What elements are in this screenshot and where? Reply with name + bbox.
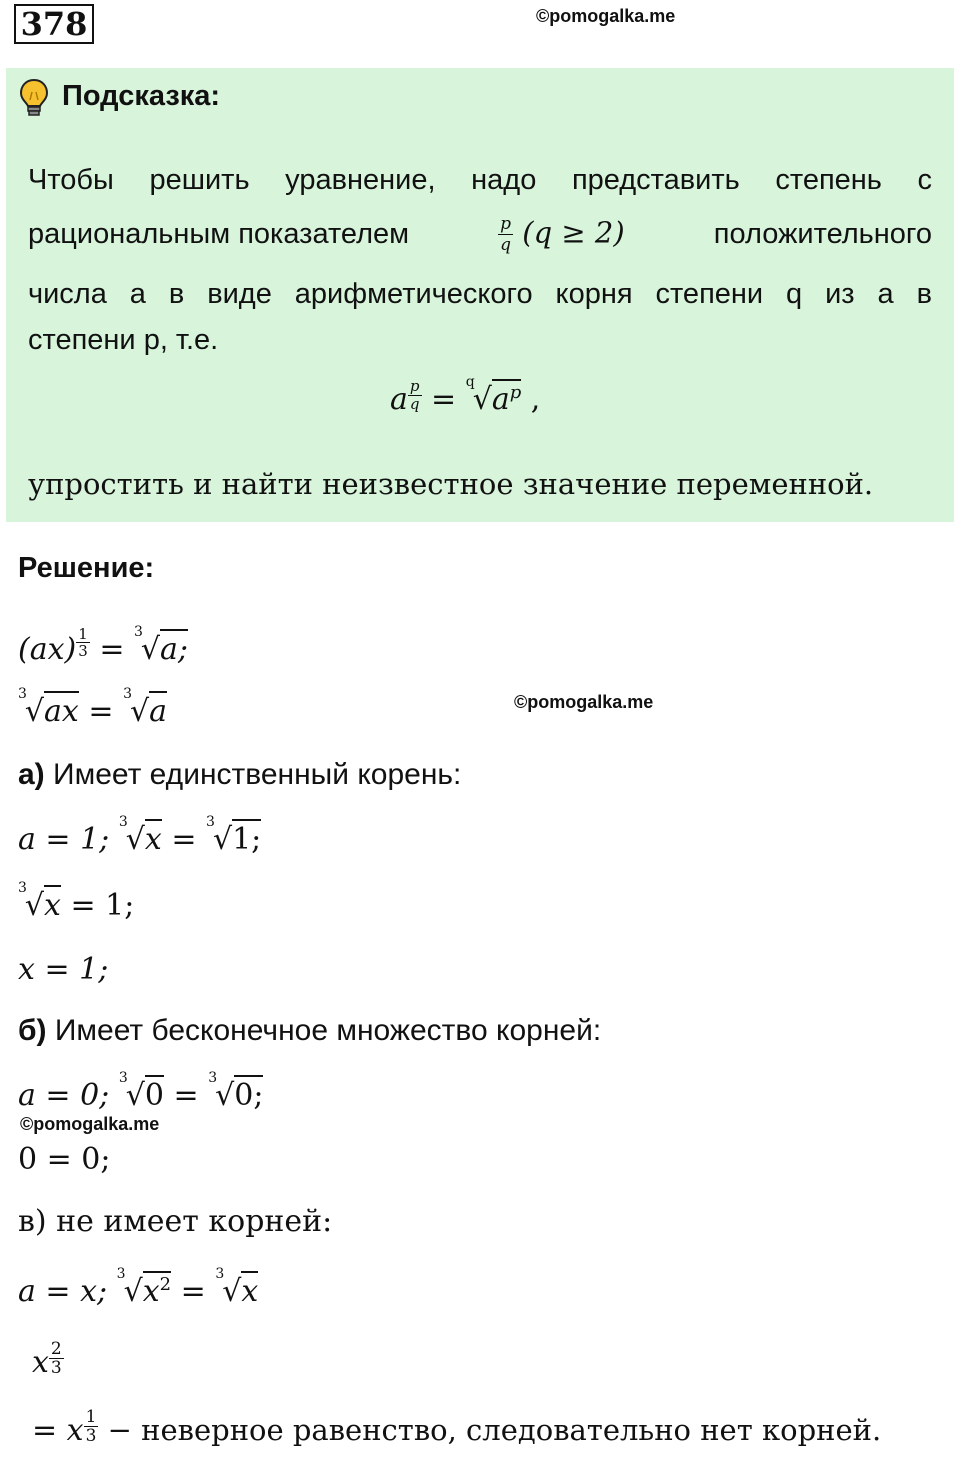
cond: (q ≥ 2) <box>522 215 625 249</box>
c-exp1-den: 3 <box>50 1358 62 1378</box>
b-eq1-index2: 3 <box>208 1070 218 1086</box>
hint-line-1: Чтобы решить уравнение, надо представить степень с <box>28 164 932 196</box>
hint-para-2: упростить и найти неизвестное значение переменной. <box>28 467 874 501</box>
part-a-label: а) <box>18 758 45 791</box>
eq-2: $^3$√ax = $^3$√a <box>18 686 168 729</box>
c-eq1-index1: 3 <box>116 1266 126 1282</box>
hint-line-3: числа a в виде арифметического корня степени q из a в <box>28 278 932 310</box>
task-number: 378 <box>14 4 94 44</box>
hint-line-2b: положительного <box>713 218 932 250</box>
eq2-right: a <box>149 691 167 729</box>
frac-num: p <box>500 213 512 234</box>
eq2-left: ax <box>44 691 79 729</box>
formula-radicand-exp: p <box>509 382 522 403</box>
hint-line-4: степени р, т.е. <box>28 324 219 356</box>
eq1-exp-den: 3 <box>78 642 88 660</box>
c-exp2-num: 1 <box>85 1407 97 1427</box>
formula-exp-den: q <box>409 395 420 413</box>
b-eq1-rad1: 0 <box>145 1075 164 1113</box>
c-eq1-rad1-exp: 2 <box>159 1274 172 1295</box>
formula-exp-num: p <box>409 377 420 395</box>
formula-radicand: a <box>491 382 510 417</box>
part-c-lhs <box>32 1340 64 1380</box>
a-eq2-tail: = 1; <box>60 888 135 923</box>
part-b-heading <box>18 1014 601 1048</box>
part-b-label: б) <box>18 1014 47 1047</box>
eq1-index: 3 <box>134 624 143 640</box>
eq1-exp-num: 1 <box>78 625 88 643</box>
eq1-radicand: a; <box>160 629 188 667</box>
hint-title: Подсказка: <box>62 80 221 112</box>
frac-den: q <box>500 234 512 255</box>
part-a-eq-1: a = 1; $^3$√x = $^3$√1; <box>18 814 262 857</box>
rational-exponent <box>498 214 625 255</box>
part-a-eq-2: $^3$√x = 1; <box>18 880 135 923</box>
watermark-low: ©pomogalka.me <box>20 1114 160 1134</box>
a-eq1-index2: 3 <box>206 814 215 830</box>
c-eq1-rad2: x <box>241 1271 258 1309</box>
a-eq1-index1: 3 <box>118 814 128 830</box>
formula-base: a <box>390 382 408 417</box>
c-eq-prefix: = x <box>32 1413 84 1448</box>
a-eq1-rad1: x <box>145 819 162 857</box>
formula-tail: , <box>521 382 541 417</box>
hint-line-2 <box>28 206 932 262</box>
c-exp2-den: 3 <box>85 1426 97 1446</box>
c-eq1-start: a = x; <box>18 1274 117 1309</box>
lightbulb-icon <box>18 78 50 118</box>
c-conclusion: − неверное равенство, следовательно нет корней. <box>98 1413 882 1447</box>
part-a-heading <box>18 758 461 792</box>
c-exp1-num: 2 <box>50 1339 62 1359</box>
b-eq1-index1: 3 <box>118 1070 128 1086</box>
watermark-mid: ©pomogalka.me <box>514 692 654 712</box>
a-eq2-index: 3 <box>18 880 27 896</box>
formula-index: q <box>465 374 475 390</box>
part-a-eq-3: x = 1; <box>18 952 109 987</box>
part-c-eq-1: a = x; $^3√x^2 = ^3√x$ <box>18 1266 259 1309</box>
a-eq1-start: a = 1; <box>18 822 119 857</box>
c-eq1-index2: 3 <box>215 1266 225 1282</box>
eq-1: (ax) $\frac{1}{3}$ = $^3$√a; <box>18 624 189 667</box>
part-a-text: Имеет единственный корень: <box>44 758 462 791</box>
part-c-eq-2 <box>32 1408 881 1448</box>
eq1-left: (ax) <box>18 632 77 667</box>
part-b-eq-1: a = 0; $^3$√0 = $^3$√0; <box>18 1070 264 1113</box>
part-b-text: Имеет бесконечное множество корней: <box>46 1014 602 1047</box>
formula-eq: = <box>431 382 466 417</box>
b-eq1-rad2: 0; <box>234 1075 263 1113</box>
a-eq1-rad2: 1; <box>232 819 261 857</box>
eq2-index-1: 3 <box>18 686 27 702</box>
b-eq1-start: a = 0; <box>18 1078 119 1113</box>
c-eq1-rad1: x <box>142 1274 160 1309</box>
part-c-heading: в) не имеет корней: <box>18 1204 333 1239</box>
watermark-top: ©pomogalka.me <box>536 6 676 26</box>
hint-formula: a $\frac{p}{q}$ = $^q√a^p$ , <box>390 374 541 417</box>
c-x: x <box>32 1345 49 1380</box>
eq2-index-2: 3 <box>123 686 132 702</box>
a-eq2-rad: x <box>44 885 61 923</box>
part-b-eq-2: 0 = 0; <box>18 1142 111 1177</box>
hint-line-2a: рациональным показателем <box>28 218 410 250</box>
solution-title: Решение: <box>18 552 155 584</box>
